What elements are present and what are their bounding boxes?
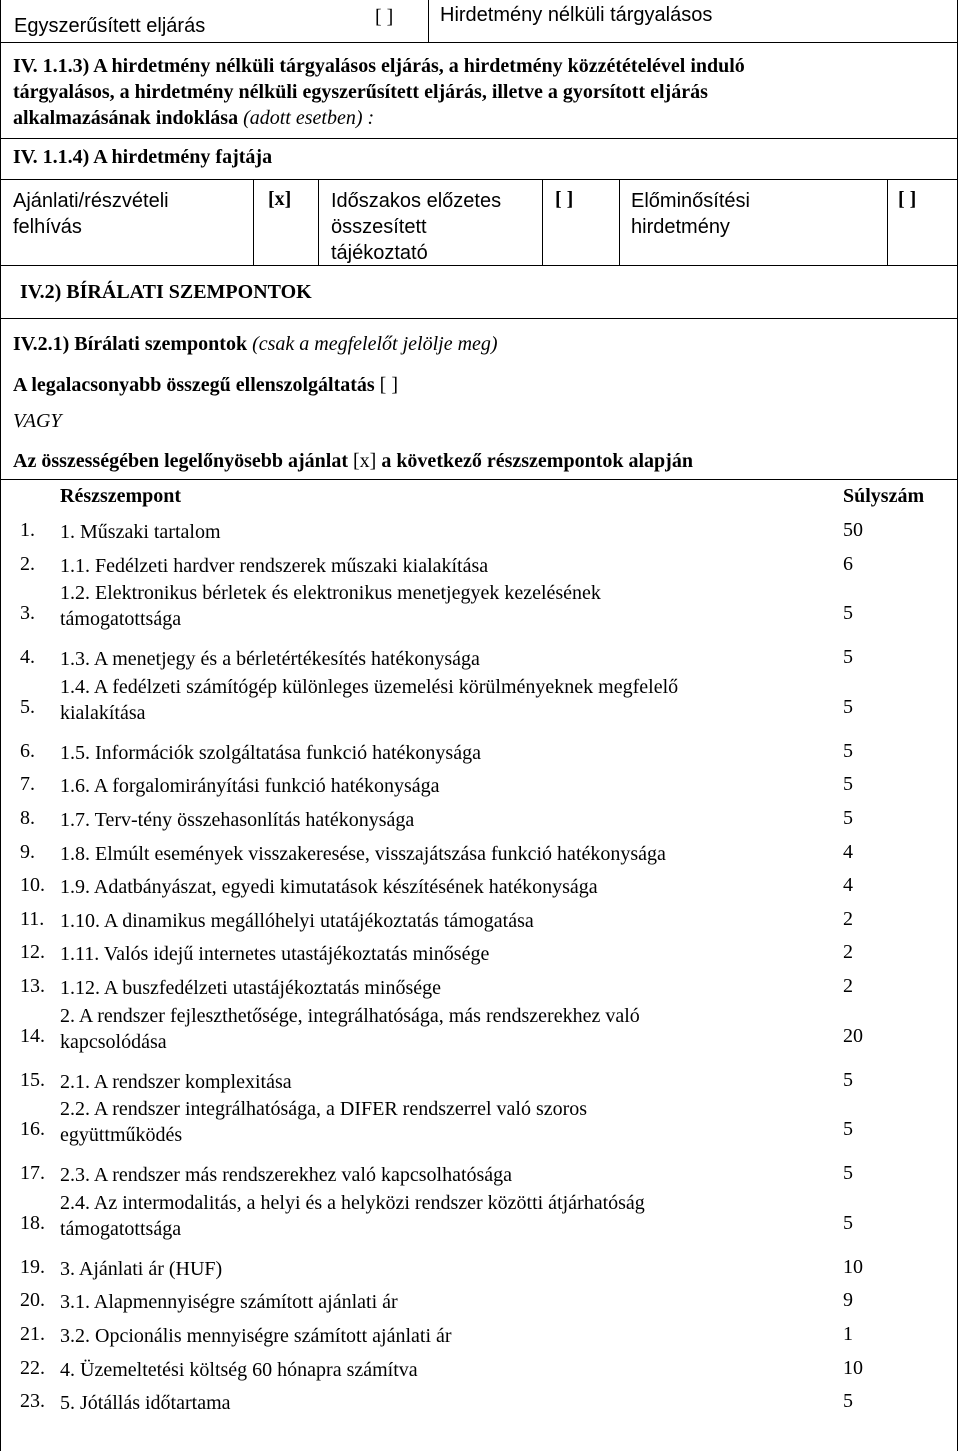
row-criterion-line1: 1.3. A menetjegy és a bérletértékesítés hatékonysága <box>60 648 480 671</box>
row-weight: 4 <box>843 874 853 897</box>
row-number: 2. <box>20 552 35 575</box>
row-number: 10. <box>20 874 45 897</box>
row-criterion <box>60 1289 800 1315</box>
notice-type-divider-5 <box>887 179 888 266</box>
notice-type-divider-3 <box>542 179 543 266</box>
table-row <box>0 1004 960 1067</box>
table-row <box>0 1100 960 1160</box>
most-advantageous-label: Az összességében legelőnyösebb ajánlat <box>13 450 348 472</box>
most-advantageous-checkbox[interactable]: [x] <box>352 450 377 472</box>
row-criterion-line1: 2.3. A rendszer más rendszerekhez való kapcsolhatósága <box>60 1164 513 1187</box>
table-row <box>0 1254 960 1288</box>
row-weight: 5 <box>843 1390 853 1413</box>
row-weight: 5 <box>843 773 853 796</box>
section-4113-heading-line3 <box>13 105 374 131</box>
row-criterion-line1: 5. Jótállás időtartama <box>60 1392 231 1415</box>
row-weight: 5 <box>843 1162 853 1185</box>
row-criterion-line2: együttműködés <box>60 1124 183 1147</box>
row-weight: 50 <box>843 519 863 541</box>
table-row <box>0 939 960 973</box>
row-criterion <box>60 1162 800 1188</box>
section-421-heading <box>13 333 498 356</box>
or-label: VAGY <box>13 410 62 432</box>
row-criterion-line1: 4. Üzemeltetési költség 60 hónapra számítva <box>60 1358 418 1381</box>
top-row-divider <box>428 0 429 43</box>
row-criterion-line2: támogatottsága <box>60 608 182 631</box>
row-number: 20. <box>20 1289 45 1312</box>
row-criterion <box>60 1003 800 1055</box>
top-row-left-border <box>0 0 1 43</box>
table-row <box>0 1287 960 1321</box>
row-criterion-line1: 3. Ajánlati ár (HUF) <box>60 1257 223 1280</box>
row-weight: 1 <box>843 1323 853 1345</box>
notice-option-1-line1: Ajánlati/részvételi <box>13 190 169 212</box>
table-row <box>0 805 960 839</box>
row-number: 6. <box>20 739 35 762</box>
notice-type-divider-1 <box>253 179 254 266</box>
table-row <box>0 1067 960 1101</box>
top-row-bottom-border <box>0 42 958 43</box>
table-row <box>0 1160 960 1194</box>
table-row <box>0 644 960 678</box>
row-criterion <box>60 841 800 867</box>
row-criterion <box>60 975 800 1001</box>
row-criterion <box>60 941 800 967</box>
table-row <box>0 1191 960 1254</box>
section-421-heading-italic: (csak a megfelelőt jelölje meg) <box>252 333 498 355</box>
notice-option-1-checkbox[interactable]: [x] <box>268 188 292 210</box>
lowest-price-checkbox[interactable]: [ ] <box>379 374 398 396</box>
row-number: 9. <box>20 840 35 863</box>
notice-option-call-for-tender <box>13 188 169 240</box>
table-row <box>0 517 960 551</box>
row-criterion-line1: 1.8. Elmúlt események visszakeresése, visszajátszása funkció hatékonysága <box>60 842 666 865</box>
row-number: 5. <box>20 695 35 718</box>
row-criterion <box>60 773 800 799</box>
row-criterion <box>60 1069 800 1095</box>
section-421-top-border <box>0 318 958 319</box>
row-number: 13. <box>20 975 45 997</box>
row-weight: 4 <box>843 840 853 863</box>
notice-option-2-line1: Időszakos előzetes <box>331 190 502 212</box>
section-421-heading-bold: IV.2.1) Bírálati szempontok <box>13 333 248 355</box>
row-weight: 5 <box>843 807 853 829</box>
row-criterion <box>60 1357 800 1383</box>
row-criterion-line1: 1.2. Elektronikus bérletek és elektronikus menetjegyek kezelésének <box>60 582 601 605</box>
row-weight: 5 <box>843 739 853 762</box>
row-criterion <box>60 674 800 726</box>
row-criterion <box>60 1323 800 1349</box>
row-number: 7. <box>20 773 35 796</box>
section-42-heading: IV.2) BÍRÁLATI SZEMPONTOK <box>20 281 312 303</box>
row-criterion <box>60 740 800 766</box>
most-advantageous-suffix: a következő részszempontok alapján <box>381 450 693 472</box>
row-criterion <box>60 1096 800 1148</box>
row-weight: 5 <box>843 1118 853 1141</box>
row-number: 4. <box>20 646 35 669</box>
notice-option-2-line2: összesített <box>331 216 427 238</box>
row-weight: 20 <box>843 1024 863 1047</box>
row-criterion-line1: 1.12. A buszfedélzeti utastájékoztatás minősége <box>60 977 441 999</box>
row-number: 1. <box>20 519 35 541</box>
row-number: 23. <box>20 1390 45 1413</box>
row-criterion <box>60 1256 800 1282</box>
section-4113-heading-line1: IV. 1.1.3) A hirdetmény nélküli tárgyalásos eljárás, a hirdetmény közzétételével induló <box>13 55 745 77</box>
row-number: 14. <box>20 1024 45 1047</box>
column-header-weight: Súlyszám <box>843 485 925 507</box>
row-weight: 10 <box>843 1356 863 1379</box>
notice-option-periodic-indicative <box>331 188 501 266</box>
row-criterion <box>60 807 800 833</box>
criterion-most-advantageous <box>13 450 693 473</box>
table-row <box>0 1388 960 1422</box>
row-criterion-line2: kialakítása <box>60 701 146 724</box>
top-row-right-border <box>957 0 958 43</box>
row-weight: 5 <box>843 602 853 625</box>
notice-option-prequalification <box>631 188 750 240</box>
notice-type-divider-2 <box>318 179 319 266</box>
row-criterion-line1: 1.10. A dinamikus megállóhelyi utatájékoztatás támogatása <box>60 909 534 932</box>
row-number: 3. <box>20 602 35 625</box>
row-weight: 5 <box>843 1211 853 1234</box>
lowest-price-label: A legalacsonyabb összegű ellenszolgáltatás <box>13 374 375 396</box>
row-weight: 2 <box>843 907 853 930</box>
section-4113-heading-line3-bold: alkalmazásának indoklása <box>13 107 239 129</box>
row-weight: 2 <box>843 941 853 964</box>
section-4114-heading: IV. 1.1.4) A hirdetmény fajtája <box>13 146 273 168</box>
table-row <box>0 1321 960 1355</box>
row-criterion-line2: kapcsolódása <box>60 1030 167 1053</box>
row-criterion-line1: 3.2. Opcionális mennyiségre számított ajánlati ár <box>60 1325 452 1347</box>
table-row <box>0 771 960 805</box>
notice-option-3-line2: hirdetmény <box>631 216 730 238</box>
section-4113-heading-italic: (adott esetben) : <box>243 107 375 129</box>
table-row <box>0 839 960 873</box>
row-criterion <box>60 553 800 579</box>
negotiated-procedure-label: Hirdetmény nélküli tárgyalásos <box>440 4 713 26</box>
row-weight: 5 <box>843 695 853 718</box>
row-criterion-line1: 2.1. A rendszer komplexitása <box>60 1070 292 1093</box>
notice-option-1-line2: felhívás <box>13 216 82 238</box>
simplified-procedure-label: Egyszerűsített eljárás <box>14 15 206 37</box>
row-number: 15. <box>20 1068 45 1091</box>
section-4113-bottom-border <box>0 138 958 139</box>
section-4113-heading-line2: tárgyalásos, a hirdetmény nélküli egyszerűsített eljárás, illetve a gyorsított eljárás <box>13 81 708 103</box>
row-criterion-line1: 2.4. Az intermodalitás, a helyi és a helyközi rendszer közötti átjárhatóság <box>60 1191 645 1214</box>
row-criterion <box>60 908 800 934</box>
row-number: 11. <box>20 907 45 930</box>
row-criterion-line1: 3.1. Alapmennyiségre számított ajánlati ár <box>60 1291 398 1314</box>
row-criterion-line2: támogatottsága <box>60 1217 182 1240</box>
column-header-criterion: Részszempont <box>60 485 182 507</box>
table-row <box>0 1355 960 1389</box>
notice-option-2-checkbox[interactable]: [ ] <box>555 188 574 210</box>
row-number: 16. <box>20 1118 45 1141</box>
row-weight: 5 <box>843 1068 853 1091</box>
table-row <box>0 551 960 585</box>
row-criterion <box>60 646 800 672</box>
row-weight: 2 <box>843 975 853 997</box>
row-criterion-line1: 1.5. Információk szolgáltatása funkció hatékonysága <box>60 741 481 764</box>
row-number: 21. <box>20 1323 45 1345</box>
criteria-table-top-border <box>0 479 958 480</box>
row-weight: 6 <box>843 552 853 575</box>
row-weight: 10 <box>843 1255 863 1278</box>
row-criterion <box>60 580 800 632</box>
notice-type-top-border <box>0 179 958 180</box>
row-criterion-line1: 2.2. A rendszer integrálhatósága, a DIFER rendszerrel való szoros <box>60 1098 588 1121</box>
table-row <box>0 872 960 906</box>
row-criterion-line1: 2. A rendszer fejleszthetősége, integrálhatósága, más rendszerekhez való <box>60 1004 640 1027</box>
row-criterion-line1: 1.9. Adatbányászat, egyedi kimutatások készítésének hatékonysága <box>60 876 598 899</box>
row-number: 18. <box>20 1211 45 1234</box>
row-weight: 9 <box>843 1289 853 1312</box>
row-criterion <box>60 1190 800 1242</box>
simplified-procedure-checkbox[interactable]: [ ] <box>375 6 394 28</box>
table-row <box>0 675 960 738</box>
table-row <box>0 973 960 1007</box>
row-criterion-line1: 1.1. Fedélzeti hardver rendszerek műszaki kialakítása <box>60 554 489 577</box>
table-row <box>0 906 960 940</box>
row-criterion-line1: 1.4. A fedélzeti számítógép különleges üzemelési körülményeknek megfelelő <box>60 675 679 698</box>
row-criterion <box>60 874 800 900</box>
table-row <box>0 738 960 772</box>
notice-option-3-line1: Előminősítési <box>631 190 750 212</box>
row-number: 19. <box>20 1255 45 1278</box>
criterion-lowest-price <box>13 374 398 397</box>
row-criterion-line1: 1.11. Valós idejű internetes utastájékoztatás minősége <box>60 943 490 966</box>
notice-option-3-checkbox[interactable]: [ ] <box>898 188 917 210</box>
row-number: 12. <box>20 941 45 964</box>
row-criterion-line1: 1.7. Terv-tény összehasonlítás hatékonysága <box>60 809 415 831</box>
row-criterion <box>60 1390 800 1416</box>
table-row <box>0 584 960 644</box>
notice-option-2-line3: tájékoztató <box>331 242 428 264</box>
row-number: 22. <box>20 1356 45 1379</box>
row-criterion-line1: 1.6. A forgalomirányítási funkció hatékonysága <box>60 775 440 798</box>
row-criterion <box>60 519 800 545</box>
row-number: 8. <box>20 807 35 829</box>
row-number: 17. <box>20 1162 45 1185</box>
row-weight: 5 <box>843 646 853 669</box>
row-criterion-line1: 1. Műszaki tartalom <box>60 521 221 543</box>
notice-type-divider-4 <box>619 179 620 266</box>
